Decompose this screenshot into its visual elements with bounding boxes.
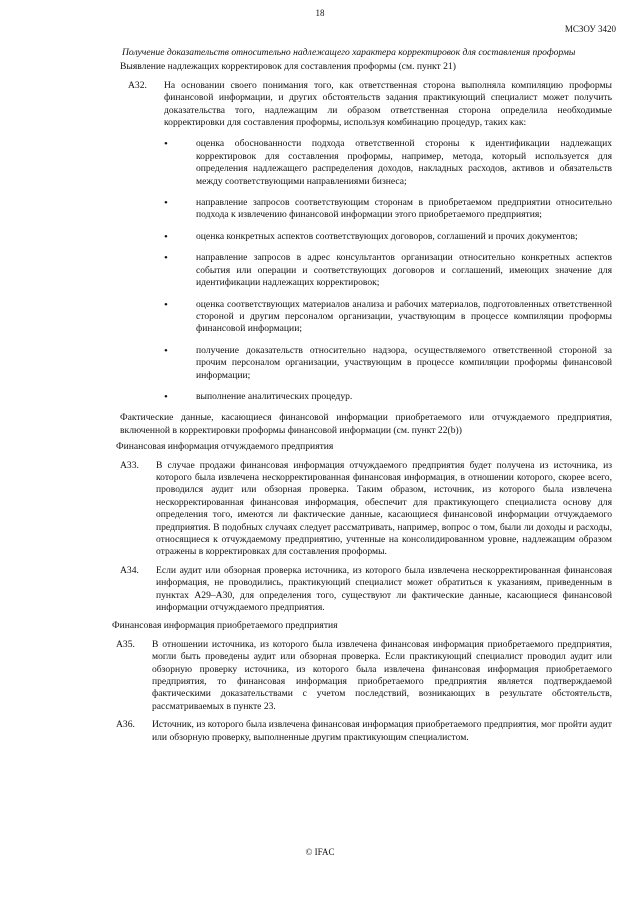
section-title-evidence: Получение доказательств относительно надлежащего характера корректировок для составления проформы xyxy=(122,47,576,58)
bullet-icon: • xyxy=(164,252,168,265)
paragraph-number: A34. xyxy=(120,564,139,576)
footer-copyright: © IFAC xyxy=(305,847,335,857)
bullet-icon: • xyxy=(164,390,168,403)
bullet-icon: • xyxy=(164,298,168,311)
list-item: • оценка обоснованности подхода ответственной стороны к идентификации надлежащих корректировок для составления проформы, например, метода, который используется для определения надлежащего распределения доходов, накладных расходов, активов и обязательств между соответствующими направлениями бизнеса; xyxy=(164,138,612,187)
standard-code: МСЗОУ 3420 xyxy=(564,24,616,34)
bullet-icon: • xyxy=(164,138,168,151)
paragraph-number: A32. xyxy=(128,79,147,91)
page-content xyxy=(112,47,612,744)
paragraph-a35 xyxy=(116,639,612,713)
list-item: • получение доказательств относительно надзора, осуществляемого ответственной стороной за прочим персоналом организации, участвующим в процессе компиляции проформы финансовой информации; xyxy=(164,344,612,381)
paragraph-a33 xyxy=(120,460,612,559)
bullet-icon: • xyxy=(164,230,168,243)
heading-acquired: Финансовая информация приобретаемого предприятия xyxy=(112,620,338,632)
paragraph-text: На основании своего понимания того, как ответственная сторона выполняла компиляцию проформы финансовой информации, и других обстоятельств задания практикующий специалист может получить доказательства того, надлежащим ли образом ответственная сторона определила необходимые корректировки для составления проформы, используя комбинацию процедур, таких как: xyxy=(164,79,612,129)
paragraph-text: Источник, из которого была извлечена финансовая информация приобретаемого предприятия, мог пройти аудит или обзорную проверку, выполненные другим практикующим специалистом. xyxy=(152,719,612,743)
paragraph-a36 xyxy=(116,719,612,744)
bullet-icon: • xyxy=(164,197,168,210)
paragraph-text: В отношении источника, из которого была извлечена финансовая информация приобретаемого предприятия, могли быть проведены аудит или обзорная проверка. Если практикующий специалист проводил аудит или обзорную проверку источника, из которого была извлечена финансовая информация приобретаемого предприятия, то финансовая информация приобретаемого предприятия является подтверждаемой фактическими доказательствами с учетом последствий, возникающих в результате обстоятельств, рассматриваемых в пункте 23. xyxy=(152,638,612,712)
page-number: 18 xyxy=(315,8,325,18)
list-item: • направление запросов в адрес консультантов организации относительно конкретных аспектов события или операции и соответствующих договоров и соглашений, имеющих значение для идентификации надлежащих корректировок; xyxy=(164,252,612,289)
list-item: • направление запросов соответствующим сторонам в приобретаемом предприятии относительно подхода к извлечению финансовой информации этого приобретаемого предприятия; xyxy=(164,197,612,221)
paragraph-number: A33. xyxy=(120,459,139,471)
bullet-icon: • xyxy=(164,344,168,357)
paragraph-a32 xyxy=(128,80,612,130)
paragraph-text: В случае продажи финансовая информация отчуждаемого предприятия будет получена из источника, из которого была извлечена нескорректированная финансовая информация, в отношении которого, скорее всего, проводился аудит или обзорная проверка. Таким образом, источник, из которого была извлечена нескорректированная финансовая информация, обеспечит для практикующего специалиста основу для определения того, имеются ли фактические данные, касающиеся финансовой информации отчуждаемого предприятия. В подобных случаях следует рассматривать, например, вопрос о том, были ли доходы и расходы, относящиеся к отчуждаемому предприятию, учтенные на консолидированном уровне, надлежащим образом отражены в корректировках для составления проформы. xyxy=(156,459,612,558)
paragraph-text: Если аудит или обзорная проверка источника, из которого была извлечена нескорректированная финансовая информация, не проводились, практикующий специалист может обратиться к указаниям, приведенным в пунктах A29–A30, для определения того, существуют ли фактические данные, касающиеся финансовой информации отчуждаемого предприятия. xyxy=(156,564,612,614)
heading-identification: Выявление надлежащих корректировок для составления проформы (см. пункт 21) xyxy=(120,61,456,73)
list-item: • оценка конкретных аспектов соответствующих договоров, соглашений и прочих документов; xyxy=(164,230,578,243)
heading-divested: Финансовая информация отчуждаемого предприятия xyxy=(116,441,334,453)
paragraph-number: A35. xyxy=(116,638,135,650)
list-item: • выполнение аналитических процедур. xyxy=(164,390,353,403)
a32-bullet-list xyxy=(128,138,612,403)
paragraph-a34 xyxy=(120,565,612,615)
heading-factual-data: Фактические данные, касающиеся финансовой информации приобретаемого или отчуждаемого предприятия, включенной в корректировки проформы финансовой информации (см. пункт 22(b)) xyxy=(120,412,612,436)
paragraph-number: A36. xyxy=(116,719,135,731)
list-item: • оценка соответствующих материалов анализа и рабочих материалов, подготовленных ответственной стороной и другим персоналом организации, участвующим в процессе компиляции проформы финансовой информации; xyxy=(164,298,612,335)
